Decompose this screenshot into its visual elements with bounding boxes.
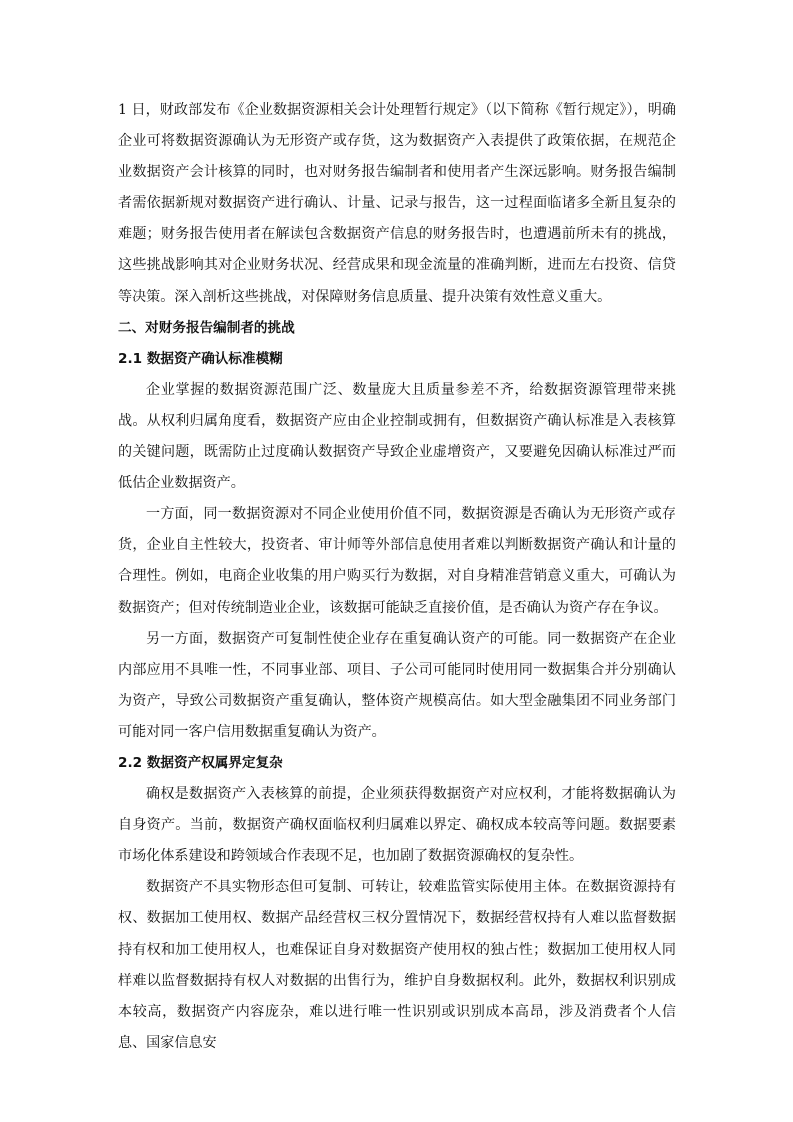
body-paragraph: 企业掌握的数据资源范围广泛、数量庞大且质量参差不齐，给数据资源管理带来挑战。从权利归属角度看，数据资产应由企业控制或拥有，但数据资产确认标准是入表核算的关键问题，既需防止过度确认数据资产导致企业虚增资产，又要避免因确认标准过严而低估企业数据资产。 <box>118 381 676 492</box>
body-paragraph: 确权是数据资产入表核算的前提，企业须获得数据资产对应权利，才能将数据确认为自身资产。当前，数据资产确权面临权利归属难以界定、确权成本较高等问题。数据要素市场化体系建设和跨领域合作表现不足，也加剧了数据资源确权的复杂性。 <box>118 786 676 865</box>
body-paragraph: 1 日，财政部发布《企业数据资源相关会计处理暂行规定》（以下简称《暂行规定》），明确企业可将数据资源确认为无形资产或存货，这为数据资产入表提供了政策依据，在规范企业数据资产会计核算的同时，也对财务报告编制者和使用者产生深远影响。财务报告编制者需依据新规对数据资产进行确认、计量、记录与报告，这一过程面临诸多全新且复杂的难题；财务报告使用者在解读包含数据资产信息的财务报告时，也遭遇前所未有的挑战，这些挑战影响其对企业财务状况、经营成果和现金流量的准确判断，进而左右投资、信贷等决策。深入剖析这些挑战，对保障财务信息质量、提升决策有效性意义重大。 <box>118 102 676 305</box>
subsection-heading: 2.1 数据资产确认标准模糊 <box>118 350 283 367</box>
body-paragraph: 数据资产不具实物形态但可复制、可转让，较难监管实际使用主体。在数据资源持有权、数据加工使用权、数据产品经营权三权分置情况下，数据经营权持有人难以监督数据持有权和加工使用权人，也难保证自身对数据资产使用权的独占性；数据加工使用权人同样难以监督数据持有权人对数据的出售行为，维护自身数据权利。此外，数据权利识别成本较高，数据资产内容庞杂，难以进行唯一性识别或识别成本高昂，涉及消费者个人信息、国家信息安 <box>118 879 676 1051</box>
body-paragraph: 另一方面，数据资产可复制性使企业存在重复确认资产的可能。同一数据资产在企业内部应用不具唯一性，不同事业部、项目、子公司可能同时使用同一数据集合并分别确认为资产，导致公司数据资产重复确认，整体资产规模高估。如大型金融集团不同业务部门可能对同一客户信用数据重复确认为资产。 <box>118 630 676 740</box>
subsection-heading: 2.2 数据资产权属界定复杂 <box>118 754 283 771</box>
section-heading: 二、对财务报告编制者的挑战 <box>118 319 295 336</box>
body-paragraph: 一方面，同一数据资源对不同企业使用价值不同，数据资源是否确认为无形资产或存货，企业自主性较大，投资者、审计师等外部信息使用者难以判断数据资产确认和计量的合理性。例如，电商企业收集的用户购买行为数据，对自身精准营销意义重大，可确认为数据资产；但对传统制造业企业，该数据可能缺乏直接价值，是否确认为资产存在争议。 <box>118 506 676 616</box>
